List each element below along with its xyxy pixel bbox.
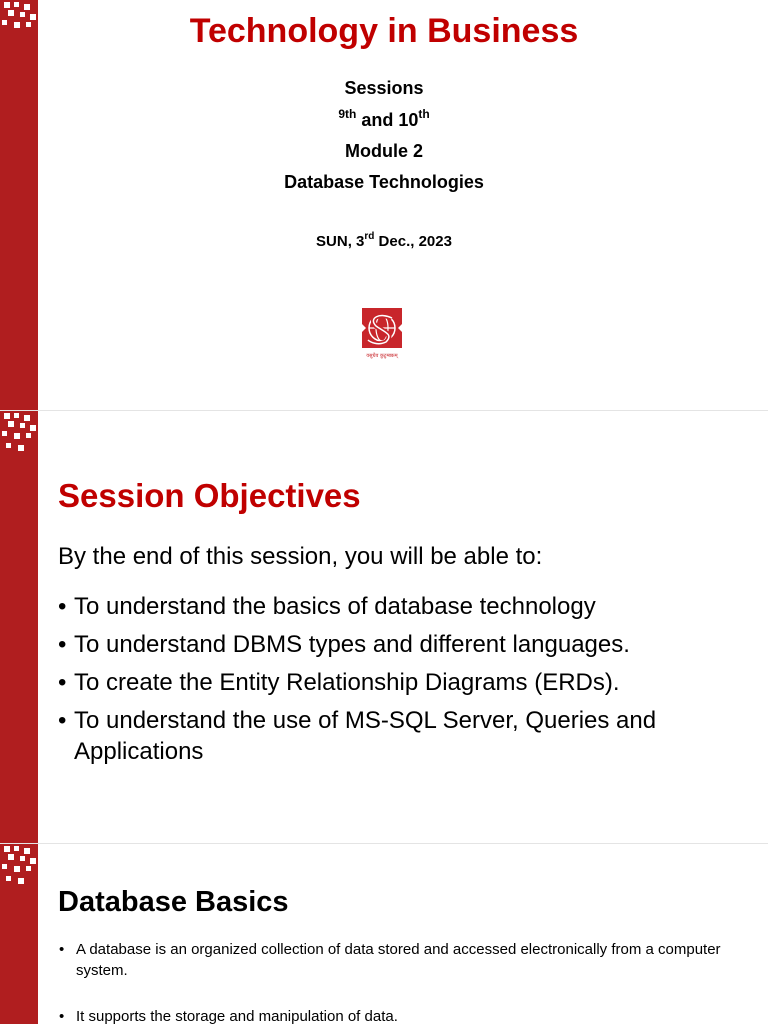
slide-title: Session Objectives: [58, 477, 361, 514]
objectives-lead: By the end of this session, you will be able to:: [58, 543, 543, 570]
list-item: • To understand DBMS types and different languages.: [58, 629, 738, 660]
slide-title: Technology in Business: [189, 12, 579, 50]
session-numbers: [0, 107, 768, 131]
session-and: and 10: [356, 110, 419, 130]
institution-logo: [358, 304, 406, 360]
sessions-label: Sessions: [344, 78, 424, 98]
pixel-pattern-decoration: [0, 411, 38, 457]
left-red-band: [0, 0, 38, 411]
left-red-band: [0, 411, 38, 844]
title-slide: [0, 0, 768, 411]
objectives-list: [58, 591, 738, 774]
list-item: • It supports the storage and manipulation of data.: [58, 1006, 758, 1024]
list-item: • To understand the use of MS-SQL Server, Queries and Applications: [58, 705, 738, 767]
list-item: • To create the Entity Relationship Diagrams (ERDs).: [58, 667, 738, 698]
session-sup2: th: [418, 107, 430, 121]
session-sup1: th: [345, 107, 357, 121]
objectives-slide: [0, 411, 768, 844]
pixel-pattern-decoration: [0, 844, 38, 890]
topic-label: Database Technologies: [284, 172, 484, 192]
basics-list: [58, 939, 758, 1024]
list-item: • To understand the basics of database technology: [58, 591, 738, 622]
slide-date: [0, 233, 768, 250]
database-basics-slide: [0, 844, 768, 1024]
slide-title: Database Basics: [58, 886, 289, 918]
date-sup: rd: [364, 231, 375, 242]
date-rest: Dec., 2023: [374, 233, 452, 250]
list-item: • A database is an organized collection of data stored and accessed electronically from a computer system.: [58, 939, 758, 981]
session-num1: 9: [338, 107, 345, 121]
date-day: SUN, 3: [316, 233, 365, 250]
module-label: Module 2: [344, 141, 423, 161]
logo-motto: वसुधैव कुटुम्बकम्: [366, 353, 398, 359]
